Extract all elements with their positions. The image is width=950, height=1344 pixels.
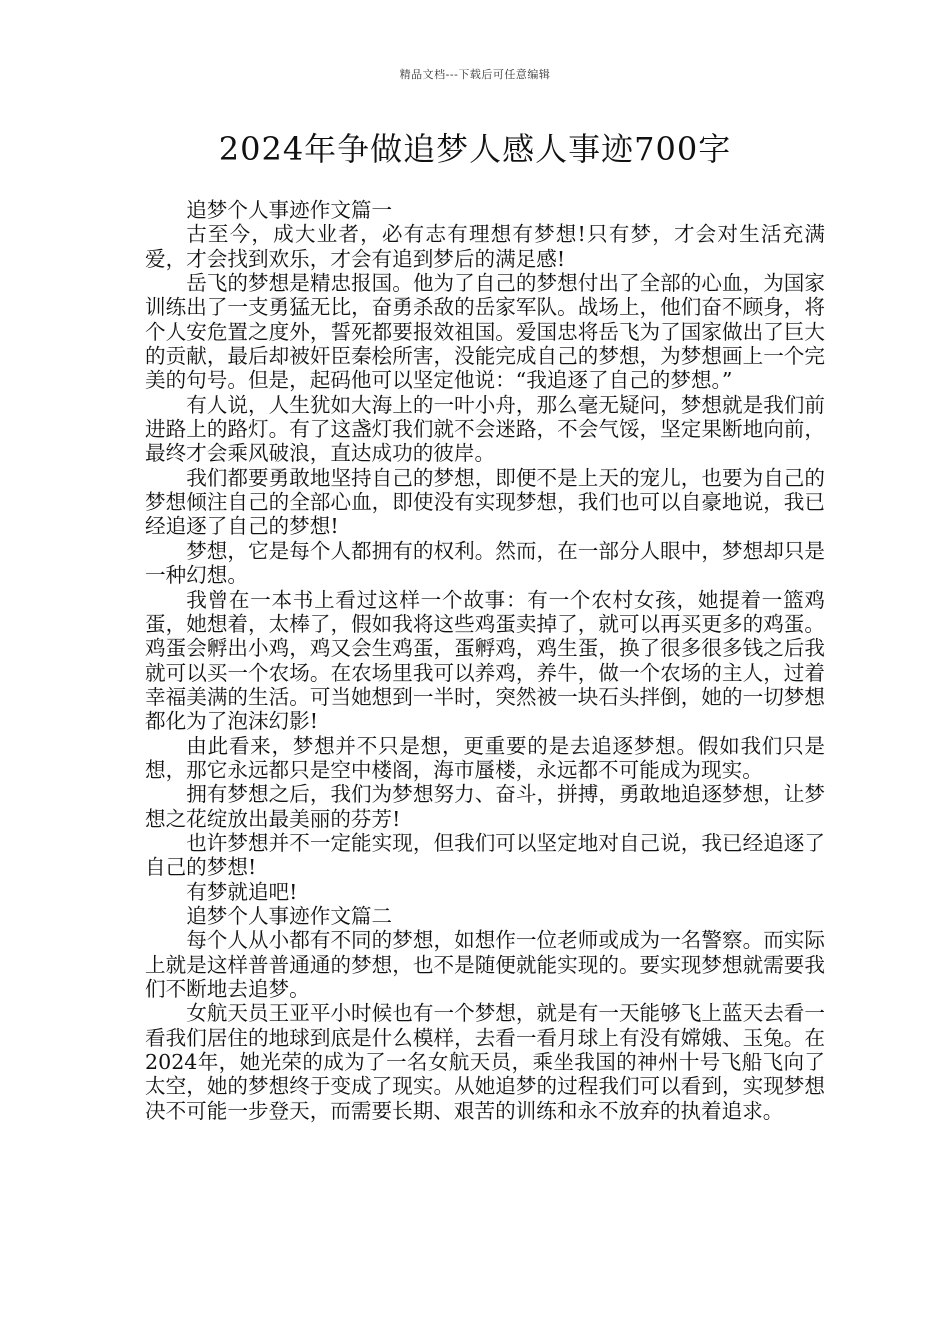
section-heading-1: 追梦个人事迹作文篇一 (186, 198, 393, 222)
article-body (145, 198, 825, 1123)
paragraph: 每个人从小都有不同的梦想，如想作一位老师或成为一名警察。而实际上就是这样普普通通的梦想，也不是随便就能实现的。要实现梦想就需要我们不断地去追梦。 (145, 928, 825, 1001)
paragraph: 也许梦想并不一定能实现，但我们可以坚定地对自己说，我已经追逐了自己的梦想! (145, 830, 825, 880)
paragraph: 拥有梦想之后，我们为梦想努力、奋斗，拼搏，勇敢地追逐梦想，让梦想之花绽放出最美丽的芬芳! (145, 782, 825, 831)
paragraph: 女航天员王亚平小时候也有一个梦想，就是有一天能够飞上蓝天去看一看我们居住的地球到底是什么模样，去看一看月球上有没有嫦娥、玉兔。在2024年，她光荣的成为了一名女航天员，乘坐我国的神州十号飞船飞向了太空，她的梦想终于变成了现实。从她追梦的过程我们可以看到，实现梦想决不可能一步登天，而需要长期、艰苦的训练和永不放弃的执着追求。 (145, 1001, 825, 1123)
paragraph: 有人说，人生犹如大海上的一叶小舟，那么毫无疑问，梦想就是我们前进路上的路灯。有了这盏灯我们就不会迷路，不会气馁，坚定果断地向前，最终才会乘风破浪，直达成功的彼岸。 (145, 392, 825, 466)
paragraph: 我们都要勇敢地坚持自己的梦想，即便不是上天的宠儿，也要为自己的梦想倾注自己的全部心血，即使没有实现梦想，我们也可以自豪地说，我已经追逐了自己的梦想! (145, 465, 825, 539)
document-title: 2024年争做追梦人感人事迹700字 (218, 130, 732, 168)
paragraph: 梦想，它是每个人都拥有的权利。然而，在一部分人眼中，梦想却只是一种幻想。 (145, 538, 825, 588)
header-note: 精品文档---下载后可任意编辑 (399, 68, 551, 81)
paragraph: 古至今，成大业者，必有志有理想有梦想!只有梦，才会对生活充满爱，才会找到欢乐，才会有追到梦后的满足感! (145, 222, 825, 271)
paragraph: 有梦就追吧! (186, 879, 298, 904)
paragraph: 岳飞的梦想是精忠报国。他为了自己的梦想付出了全部的心血，为国家训练出了一支勇猛无比，奋勇杀敌的岳家军队。战场上，他们奋不顾身，将个人安危置之度外，誓死都要报效祖国。爱国忠将岳飞为了国家做出了巨大的贡献，最后却被奸臣秦桧所害，没能完成自己的梦想，为梦想画上一个完美的句号。但是，起码他可以坚定他说：“我追逐了自己的梦想。” (145, 271, 825, 393)
section-heading-2: 追梦个人事迹作文篇二 (186, 903, 393, 928)
paragraph: 我曾在一本书上看过这样一个故事：有一个农村女孩，她提着一篮鸡蛋，她想着，太棒了，假如我将这些鸡蛋卖掉了，就可以再买更多的鸡蛋。鸡蛋会孵出小鸡，鸡又会生鸡蛋，蛋孵鸡，鸡生蛋，换了很多很多钱之后我就可以买一个农场。在农场里我可以养鸡，养牛，做一个农场的主人，过着幸福美满的生活。可当她想到一半时，突然被一块石头拌倒，她的一切梦想都化为了泡沫幻影! (145, 587, 825, 734)
paragraph: 由此看来，梦想并不只是想，更重要的是去追逐梦想。假如我们只是想，那它永远都只是空中楼阁，海市蜃楼，永远都不可能成为现实。 (145, 733, 825, 782)
